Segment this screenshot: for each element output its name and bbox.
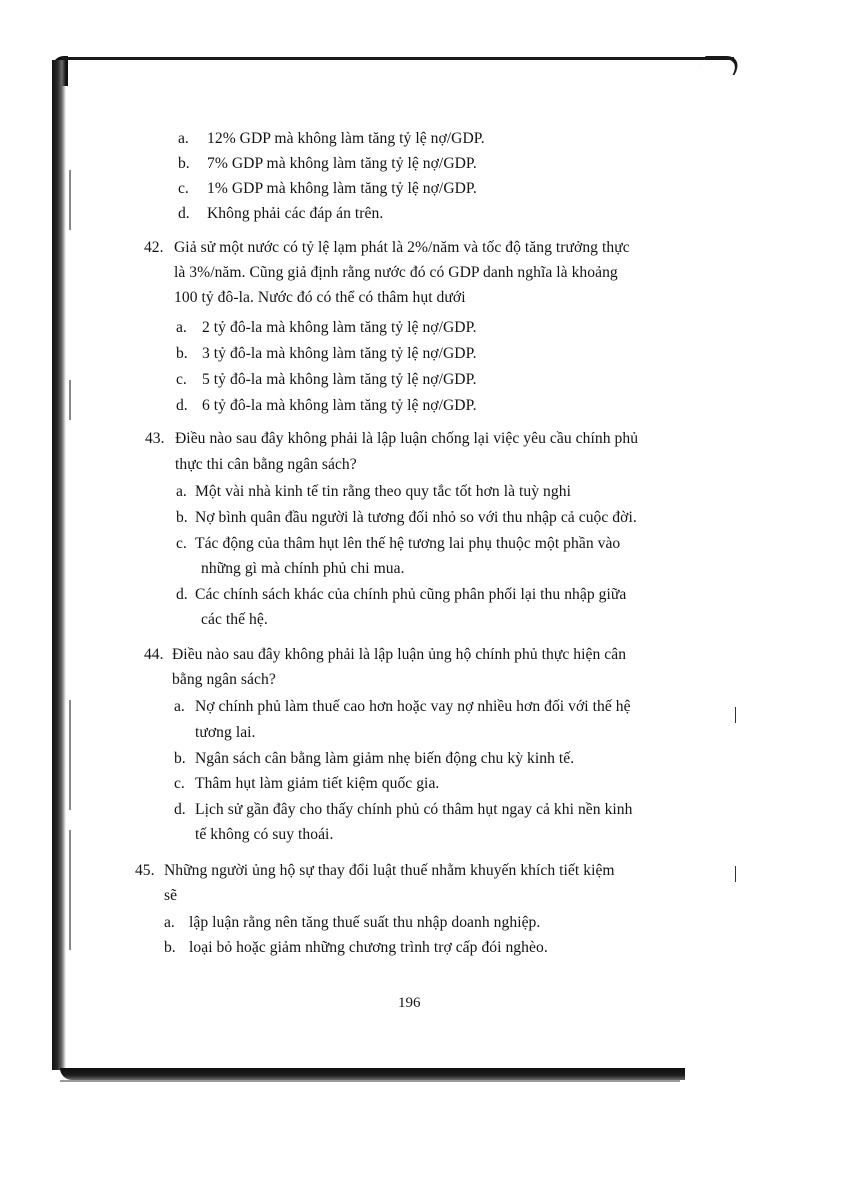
option-text: tế không có suy thoái. bbox=[195, 826, 334, 843]
option-label: d. bbox=[176, 397, 188, 414]
option-label: a. bbox=[176, 319, 187, 336]
option-text: Một vài nhà kinh tế tin rằng theo quy tắc tốt hơn là tuỳ nghi bbox=[195, 483, 571, 500]
scan-artifact bbox=[69, 830, 71, 950]
scan-artifact bbox=[69, 170, 71, 230]
option-text: Không phải các đáp án trên. bbox=[207, 205, 384, 222]
question-number: 44. bbox=[144, 646, 164, 663]
option-text: 5 tỷ đô-la mà không làm tăng tỷ lệ nợ/GDP. bbox=[202, 371, 477, 388]
option-label: a. bbox=[178, 130, 189, 147]
option-label: b. bbox=[176, 509, 188, 526]
option-text: Ngân sách cân bằng làm giảm nhẹ biến động chu kỳ kinh tế. bbox=[195, 750, 575, 767]
scan-edge-bottom bbox=[60, 1068, 685, 1080]
option-text: 3 tỷ đô-la mà không làm tăng tỷ lệ nợ/GDP. bbox=[202, 345, 477, 362]
option-text: 12% GDP mà không làm tăng tỷ lệ nợ/GDP. bbox=[207, 130, 485, 147]
question-number: 43. bbox=[145, 430, 165, 447]
scan-edge-top bbox=[62, 57, 734, 60]
option-label: c. bbox=[176, 535, 187, 552]
question-text: Những người ủng hộ sự thay đổi luật thuế nhằm khuyến khích tiết kiệm bbox=[164, 862, 615, 879]
scan-artifact bbox=[69, 380, 71, 420]
option-label: a. bbox=[164, 914, 175, 931]
option-label: b. bbox=[176, 345, 188, 362]
scan-edge-left bbox=[52, 60, 66, 1070]
question-text: sẽ bbox=[164, 887, 178, 904]
option-label: d. bbox=[174, 801, 186, 818]
option-text: lập luận rằng nên tăng thuế suất thu nhập doanh nghiệp. bbox=[189, 914, 541, 931]
question-text: Giả sử một nước có tỷ lệ lạm phát là 2%/năm và tốc độ tăng trưởng thực bbox=[174, 239, 630, 256]
option-label: c. bbox=[174, 775, 185, 792]
question-text: là 3%/năm. Cũng giả định rằng nước đó có GDP danh nghĩa là khoảng bbox=[174, 264, 618, 281]
option-text: 6 tỷ đô-la mà không làm tăng tỷ lệ nợ/GDP. bbox=[202, 397, 477, 414]
question-text: bằng ngân sách? bbox=[172, 671, 276, 688]
option-text: Tác động của thâm hụt lên thế hệ tương lai phụ thuộc một phần vào bbox=[195, 535, 621, 552]
option-text: Nợ bình quân đầu người là tương đối nhỏ so với thu nhập cả cuộc đời. bbox=[195, 509, 637, 526]
page-number: 196 bbox=[398, 995, 421, 1011]
option-label: b. bbox=[164, 939, 176, 956]
option-text: Các chính sách khác của chính phủ cũng phân phối lại thu nhập giữa bbox=[195, 586, 627, 603]
option-text: những gì mà chính phủ chi mua. bbox=[201, 560, 405, 577]
option-label: c. bbox=[176, 371, 187, 388]
question-text: Điều nào sau đây không phải là lập luận ủng hộ chính phủ thực hiện cân bbox=[172, 646, 627, 663]
option-text: các thế hệ. bbox=[201, 611, 268, 628]
option-text: 1% GDP mà không làm tăng tỷ lệ nợ/GDP. bbox=[207, 180, 477, 197]
scan-artifact bbox=[735, 707, 736, 723]
question-number: 42. bbox=[144, 239, 164, 256]
scan-edge-bottom-shadow bbox=[60, 1080, 680, 1082]
option-label: d. bbox=[176, 586, 188, 603]
option-text: 2 tỷ đô-la mà không làm tăng tỷ lệ nợ/GDP. bbox=[202, 319, 477, 336]
option-text: 7% GDP mà không làm tăng tỷ lệ nợ/GDP. bbox=[207, 155, 477, 172]
option-label: a. bbox=[174, 698, 185, 715]
scan-artifact bbox=[735, 866, 736, 882]
option-label: b. bbox=[174, 750, 186, 767]
option-label: c. bbox=[178, 180, 189, 197]
question-text: thực thi cân bằng ngân sách? bbox=[175, 456, 357, 473]
scan-artifact bbox=[69, 700, 71, 810]
option-text: tương lai. bbox=[195, 724, 256, 741]
option-label: b. bbox=[178, 155, 190, 172]
option-label: a. bbox=[176, 483, 187, 500]
question-text: Điều nào sau đây không phải là lập luận chống lại việc yêu cầu chính phủ bbox=[175, 430, 639, 447]
option-label: d. bbox=[178, 205, 190, 222]
option-text: Thâm hụt làm giảm tiết kiệm quốc gia. bbox=[195, 775, 440, 792]
option-text: loại bỏ hoặc giảm những chương trình trợ cấp đói nghèo. bbox=[189, 939, 548, 956]
option-text: Lịch sử gần đây cho thấy chính phủ có thâm hụt ngay cả khi nền kinh bbox=[195, 801, 633, 818]
question-number: 45. bbox=[135, 862, 155, 879]
option-text: Nợ chính phủ làm thuế cao hơn hoặc vay nợ nhiều hơn đối với thế hệ bbox=[195, 698, 631, 715]
question-text: 100 tỷ đô-la. Nước đó có thể có thâm hụt dưới bbox=[174, 289, 466, 306]
